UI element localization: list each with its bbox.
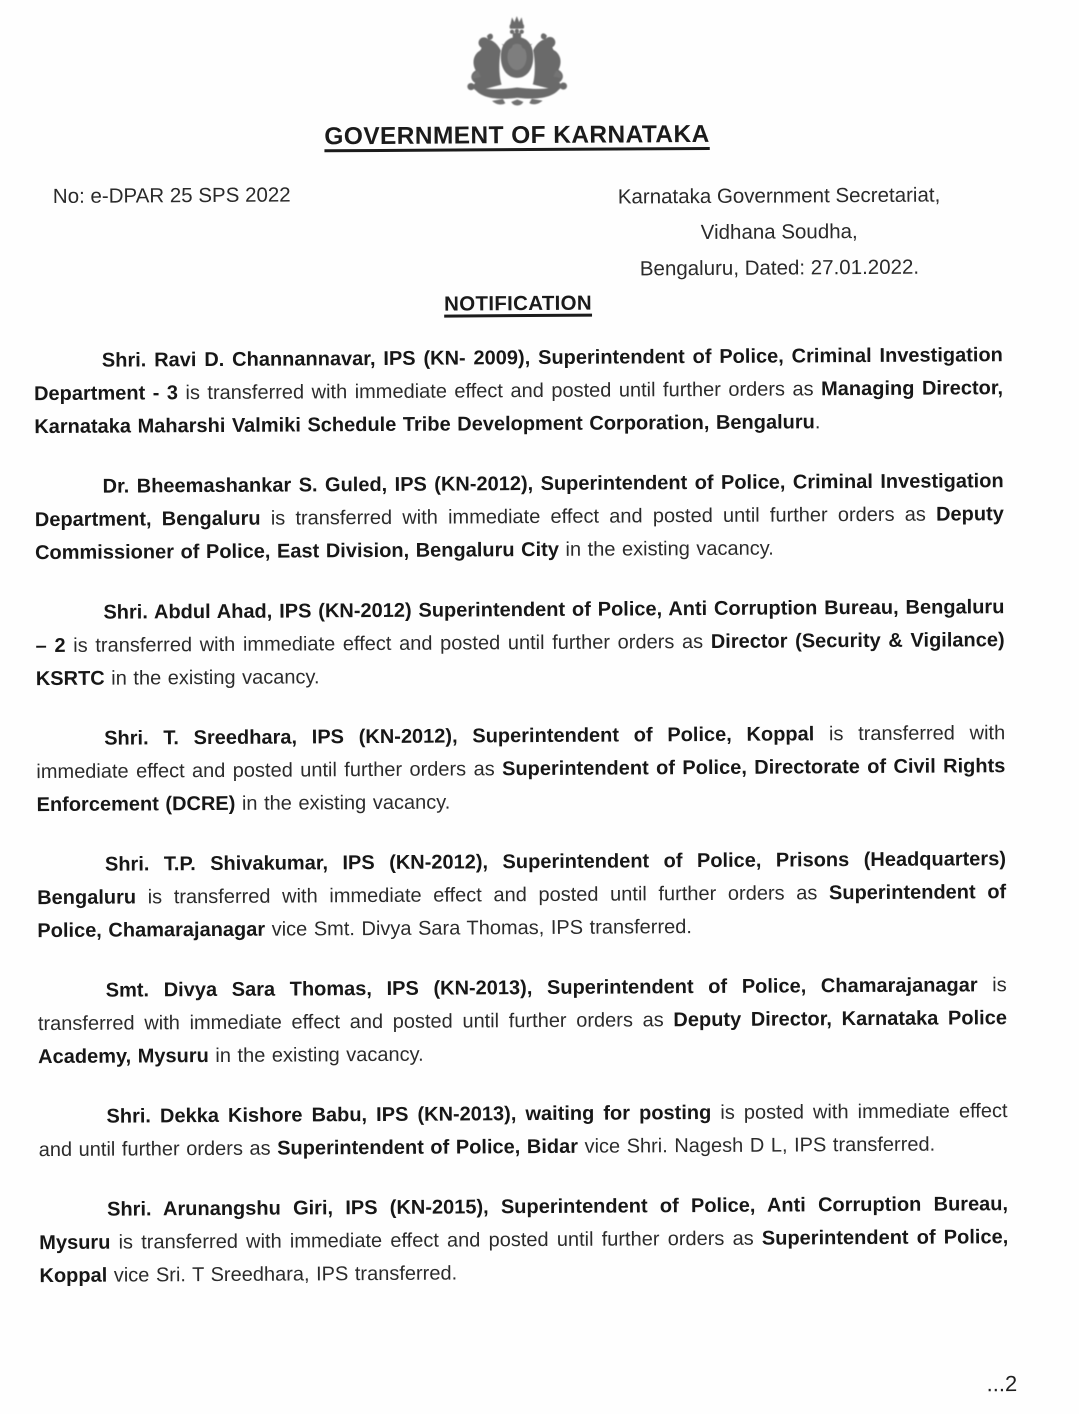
secretariat-address <box>556 177 1002 288</box>
transfer-paragraph-3: Shri. Abdul Ahad, IPS (KN-2012) Superintendent of Police, Anti Corruption Bureau, Bengaluru – 2 is transferred with immediate effect and posted until further orders as Director (Security & Vigilance) KSRTC in the existing vacancy. <box>35 596 1005 691</box>
transfer-paragraph-1: Shri. Ravi D. Channannavar, IPS (KN- 2009), Superintendent of Police, Criminal Investigation Department - 3 is transferred with immediate effect and posted until further orders as Managing Director, Karnataka Maharshi Valmiki Schedule Tribe Development Corporation, Bengaluru. <box>34 344 1004 439</box>
address-line-3: Bengaluru, Dated: 27.01.2022. <box>639 255 920 281</box>
notification-heading: NOTIFICATION <box>444 291 593 316</box>
transfer-paragraph-6: Smt. Divya Sara Thomas, IPS (KN-2013), Superintendent of Police, Chamarajanagar is transferred with immediate effect and posted until further orders as Deputy Director, Karnataka Police Academy, Mysuru in the existing vacancy. <box>37 974 1007 1069</box>
page-continuation-indicator: ...2 <box>986 1371 1018 1397</box>
transfer-paragraph-7: Shri. Dekka Kishore Babu, IPS (KN-2013), waiting for posting is posted with immediate effect and until further orders as Superintendent of Police, Bidar vice Shri. Nagesh D L, IPS transferred. <box>38 1100 1008 1162</box>
transfer-paragraph-4: Shri. T. Sreedhara, IPS (KN-2012), Superintendent of Police, Koppal is transferred with immediate effect and posted until further orders as Superintendent of Police, Directorate of Civil Rights Enforcement (DCRE) in the existing vacancy. <box>36 722 1006 817</box>
transfer-paragraph-2: Dr. Bheemashankar S. Guled, IPS (KN-2012), Superintendent of Police, Criminal Investigation Department, Bengaluru is transferred with immediate effect and posted until further orders as Deputy Commissioner of Police, East Division, Bengaluru City in the existing vacancy. <box>34 470 1004 565</box>
transfer-paragraph-8: Shri. Arunangshu Giri, IPS (KN-2015), Superintendent of Police, Anti Corruption Bureau, Mysuru is transferred with immediate effect and posted until further orders as Superintendent of Police, Koppal vice Sri. T Sreedhara, IPS transferred. <box>39 1193 1009 1288</box>
address-line-2: Vidhana Soudha, <box>700 220 858 245</box>
reference-number: No: e-DPAR 25 SPS 2022 <box>52 183 291 208</box>
karnataka-emblem-icon <box>32 11 1002 119</box>
meta-row <box>33 177 1003 291</box>
notification-body <box>34 339 1009 1293</box>
transfer-paragraph-5: Shri. T.P. Shivakumar, IPS (KN-2012), Superintendent of Police, Prisons (Headquarters) Bengaluru is transferred with immediate effect and posted until further orders as Superintendent of Police, Chamarajanagar vice Smt. Divya Sara Thomas, IPS transferred. <box>37 848 1007 943</box>
government-title: GOVERNMENT OF KARNATAKA <box>324 120 710 151</box>
address-line-1: Karnataka Government Secretariat, <box>617 183 941 209</box>
